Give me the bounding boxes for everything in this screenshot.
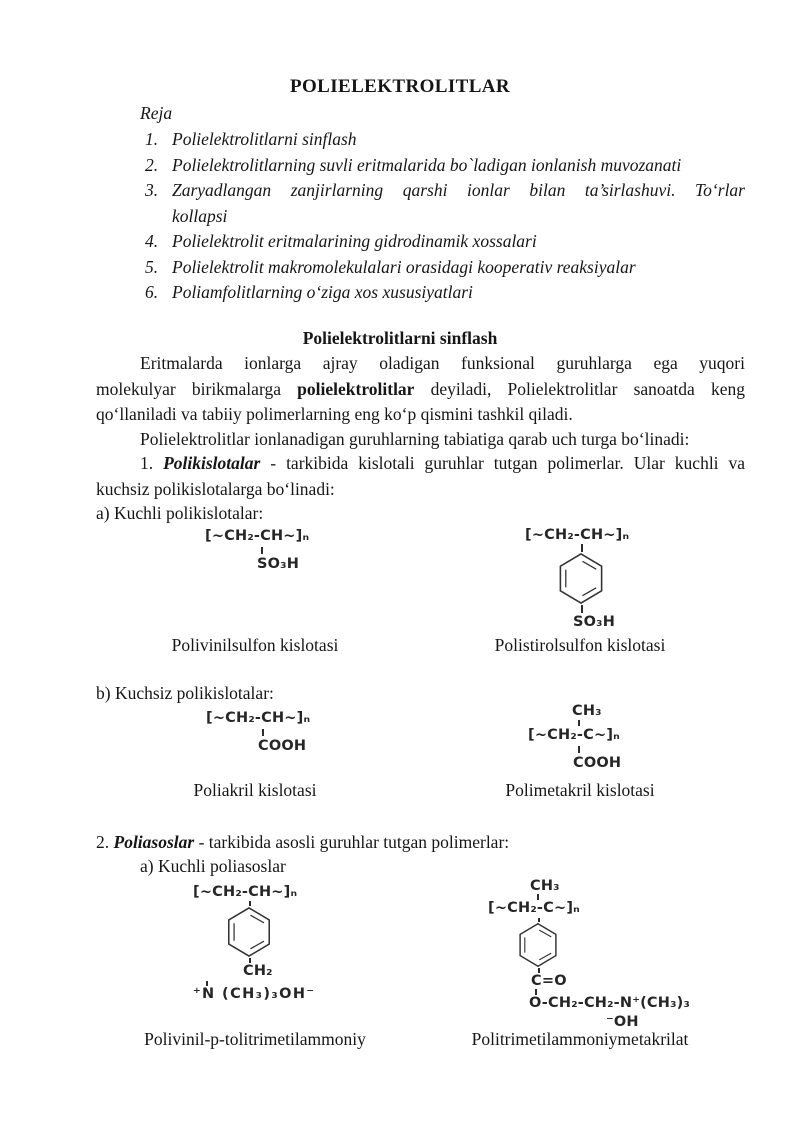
reja-item-line: kollapsi xyxy=(172,205,228,226)
formula-methylene: CH₂ xyxy=(243,963,273,979)
structure-poliakril xyxy=(206,710,336,760)
reja-item xyxy=(96,153,745,179)
reja-item-number: 4. xyxy=(145,231,159,251)
formula-group: COOH xyxy=(258,738,307,754)
paragraph-line: qo‘llaniladi va tabiiy polimerlarning eng ko‘p qismini tashkil qiladi. xyxy=(96,404,573,424)
structure-polimetakril xyxy=(528,703,658,773)
reja-item-number: 5. xyxy=(145,256,159,277)
paragraph-line xyxy=(96,451,745,477)
structure-politrimetilammoniymetakrilat xyxy=(488,878,703,1028)
reja-item-text: Polielektrolitlarni sinflash xyxy=(172,129,357,149)
formula-group: COOH xyxy=(573,755,622,771)
benzene-ring-icon xyxy=(226,906,272,958)
reja-item-number: 2. xyxy=(145,154,159,175)
section-heading: Polielektrolitlarni sinflash xyxy=(302,328,498,348)
reja-item xyxy=(96,229,745,255)
reja-item xyxy=(96,127,745,153)
list-number: 2. xyxy=(96,832,114,852)
formula-backbone: [~CH₂-CH~]ₙ xyxy=(206,710,311,726)
formula-backbone: [~CH₂-CH~]ₙ xyxy=(525,527,630,543)
formula-carbonyl: C=O xyxy=(531,973,567,989)
reja-item-text xyxy=(172,178,745,229)
structure-caption: Poliakril kislotasi xyxy=(193,780,317,800)
poliasoslar-paragraph xyxy=(96,830,745,856)
term-poliasoslar: Poliasoslar xyxy=(113,832,195,852)
page-title: POLIELEKTROLITLAR xyxy=(289,76,511,97)
paragraph-line: kuchsiz polikislotalarga bo‘linadi: xyxy=(96,478,335,499)
formula-group: SO₃H xyxy=(573,614,616,630)
paragraph-text: deyiladi, Polielektrolitlar sanoatda keng xyxy=(414,378,745,399)
formula-group: SO₃H xyxy=(257,556,300,572)
formula-methyl: CH₃ xyxy=(572,703,602,719)
benzene-ring-icon xyxy=(558,552,604,605)
reja-item xyxy=(96,255,745,281)
structure-polistirolsulfon xyxy=(525,527,665,637)
paragraph-text: molekulyar birikmalarga xyxy=(96,378,298,399)
classification-sentence: Polielektrolitlar ionlanadigan guruhlarning tabiatiga qarab uch turga bo‘linadi: xyxy=(140,429,690,449)
benzene-ring-icon xyxy=(516,922,560,968)
structure-caption: Polimetakril kislotasi xyxy=(505,780,655,800)
chemical-bond xyxy=(581,544,583,552)
chemical-bond xyxy=(578,746,580,753)
formula-backbone: [~CH₂-C~]ₙ xyxy=(488,900,580,916)
chemical-bond xyxy=(581,605,583,613)
paragraph-line: Eritmalarda ionlarga ajray oladigan funksional guruhlarga ega yuqori xyxy=(140,353,745,373)
chemical-bond xyxy=(261,547,263,554)
reja-item-text: Polielektrolit eritmalarining gidrodinamik xossalari xyxy=(172,231,537,251)
structure-caption: Politrimetilammoniymetakrilat xyxy=(471,1029,689,1049)
term-polikislotalar: Polikislotalar xyxy=(163,453,261,473)
list-number: 1. xyxy=(140,453,164,473)
reja-item-number: 1. xyxy=(145,129,159,149)
formula-backbone: [~CH₂-CH~]ₙ xyxy=(193,884,298,900)
reja-item-line: Zaryadlangan zanjirlarning qarshi ionlar bilan ta’sirlashuvi. To‘rlar xyxy=(172,180,745,200)
label-strong-polyacids: a) Kuchli polikislotalar: xyxy=(96,503,264,523)
structure-caption: Polivinilsulfon kislotasi xyxy=(171,635,339,655)
reja-item xyxy=(96,280,745,306)
formula-ester-chain: O-CH₂-CH₂-N⁺(CH₃)₃ xyxy=(529,995,691,1011)
formula-methyl: CH₃ xyxy=(530,878,560,894)
formula-backbone: [~CH₂-CH~]ₙ xyxy=(205,528,310,544)
reja-item-text: Polielektrolitlarning suvli eritmalarida bo`ladigan ionlanish muvozanati xyxy=(172,154,682,175)
chemical-bond xyxy=(578,720,580,726)
reja-item-text: Polielektrolit makromolekulalari orasidagi kooperativ reaksiyalar xyxy=(172,256,636,277)
label-strong-polybases: a) Kuchli poliasoslar xyxy=(140,856,286,876)
intro-paragraph xyxy=(96,351,745,428)
structure-caption: Polivinil-p-tolitrimetilammoniy xyxy=(144,1029,366,1049)
polikislotalar-paragraph xyxy=(96,451,745,502)
paragraph-line xyxy=(96,377,745,403)
reja-item-number: 6. xyxy=(145,282,159,302)
term-polielektrolitlar: polielektrolitlar xyxy=(297,378,415,399)
formula-backbone: [~CH₂-C~]ₙ xyxy=(528,727,620,743)
reja-item-number: 3. xyxy=(145,180,159,200)
paragraph-text: - tarkibida asosli guruhlar tutgan polimerlar: xyxy=(194,832,510,852)
formula-ammonium-group: ⁺N (CH₃)₃OH⁻ xyxy=(193,986,316,1002)
reja-item-text: Poliamfolitlarning o‘ziga xos xususiyatlari xyxy=(172,282,473,302)
paragraph-text: - tarkibida kislotali guruhlar tutgan polimerlar. Ular kuchli va xyxy=(260,453,746,473)
structure-caption: Polistirolsulfon kislotasi xyxy=(494,635,666,655)
formula-hydroxide: ⁻OH xyxy=(606,1014,639,1030)
reja-label: Reja xyxy=(140,103,173,123)
chemical-bond xyxy=(262,729,264,736)
label-weak-polyacids: b) Kuchsiz polikislotalar: xyxy=(96,683,274,703)
structure-polivinil-tolitrimetilammoniy xyxy=(193,884,353,1006)
reja-item xyxy=(96,178,745,229)
structure-polivinilsulfon xyxy=(205,528,335,578)
reja-list xyxy=(96,127,745,306)
